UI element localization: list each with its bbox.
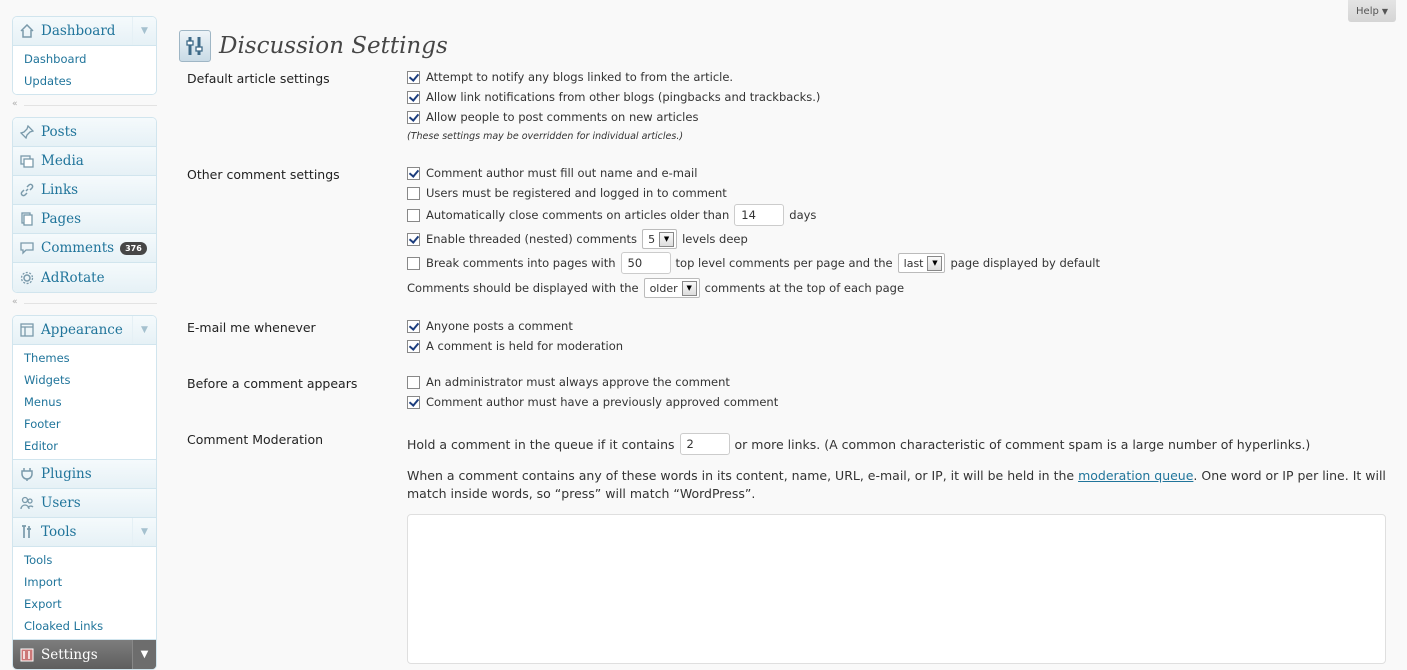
close-comments-days-input[interactable]: 14 — [734, 204, 784, 226]
appearance-icon — [19, 322, 35, 338]
moderation-queue-link[interactable]: moderation queue — [1078, 468, 1194, 483]
option-link-threshold — [407, 433, 1310, 455]
option-email-new-comment — [407, 319, 573, 333]
chain-link-icon — [19, 182, 35, 198]
checkbox-allow-comments[interactable] — [407, 111, 420, 124]
override-note: (These settings may be overridden for individual articles.) — [407, 131, 684, 142]
caret-down-icon: ▼ — [1381, 6, 1388, 16]
option-notify-blogs — [407, 70, 733, 84]
description-text: . One word or IP per line. It will — [1193, 468, 1386, 483]
option-allow-pingbacks — [407, 90, 820, 104]
dropdown-arrow-icon: ▼ — [659, 232, 674, 247]
submenu-item-import[interactable]: Import — [24, 575, 63, 589]
chevron-down-icon[interactable]: ▼ — [132, 518, 156, 546]
menu-posts-label: Posts — [41, 124, 77, 140]
option-label: An administrator must always approve the comment — [426, 375, 730, 389]
menu-comments-label: Comments — [41, 240, 115, 256]
menu-media-label: Media — [41, 153, 84, 169]
checkbox-paginate-comments[interactable] — [407, 257, 420, 270]
collapse-arrow-icon: « — [12, 297, 18, 307]
menu-media[interactable] — [13, 147, 156, 176]
submenu-dashboard — [13, 46, 156, 94]
checkbox-previously-approved[interactable] — [407, 396, 420, 409]
submenu-item-editor[interactable]: Editor — [24, 439, 59, 453]
menu-dashboard-label: Dashboard — [41, 23, 116, 39]
gear-icon — [19, 270, 35, 286]
menu-group-dashboard — [12, 16, 157, 95]
menu-plugins[interactable] — [13, 460, 156, 489]
submenu-item-tools[interactable]: Tools — [24, 553, 53, 567]
option-require-registration — [407, 186, 727, 200]
menu-appearance[interactable] — [13, 316, 156, 345]
menu-tools-label: Tools — [41, 524, 77, 540]
admin-sidebar — [12, 16, 157, 670]
option-label: A comment is held for moderation — [426, 339, 624, 353]
option-label: comments at the top of each page — [704, 281, 905, 295]
option-label: Allow link notifications from other blogs (pingbacks and trackbacks.) — [426, 90, 821, 104]
option-label: days — [789, 208, 817, 222]
menu-separator[interactable] — [12, 95, 157, 117]
submenu-item-updates[interactable]: Updates — [24, 74, 72, 88]
help-button[interactable] — [1348, 0, 1396, 22]
checkbox-require-registration[interactable] — [407, 187, 420, 200]
section-label-default-article: Default article settings — [187, 71, 330, 86]
submenu-item-dashboard[interactable]: Dashboard — [24, 52, 87, 66]
option-close-comments — [407, 204, 816, 226]
menu-pages-label: Pages — [41, 211, 82, 227]
chevron-down-icon[interactable]: ▼ — [132, 17, 156, 45]
page-title: Discussion Settings — [219, 33, 448, 60]
dropdown-arrow-icon: ▼ — [682, 281, 697, 296]
menu-adrotate[interactable] — [13, 263, 156, 292]
comment-bubble-icon — [19, 240, 35, 256]
option-require-name-email — [407, 166, 697, 180]
pages-icon — [19, 211, 35, 227]
settings-page-icon — [179, 30, 211, 62]
option-label: levels deep — [682, 232, 748, 246]
menu-links[interactable] — [13, 176, 156, 205]
comments-per-page-input[interactable]: 50 — [621, 252, 671, 274]
submenu-item-footer[interactable]: Footer — [24, 417, 61, 431]
option-label: top level comments per page and the — [675, 256, 893, 270]
option-label: or more links. (A common characteristic of comment spam is a large number of hyperlinks.) — [734, 436, 1311, 452]
section-label-before-appears: Before a comment appears — [187, 376, 358, 391]
option-allow-comments — [407, 110, 698, 124]
tools-icon — [19, 524, 35, 540]
menu-pages[interactable] — [13, 205, 156, 234]
checkbox-close-comments[interactable] — [407, 209, 420, 222]
menu-settings[interactable] — [13, 640, 156, 669]
menu-adrotate-label: AdRotate — [41, 269, 105, 286]
menu-tools[interactable] — [13, 518, 156, 547]
menu-settings-label: Settings — [41, 646, 98, 663]
option-threaded-comments — [407, 229, 748, 249]
submenu-item-widgets[interactable]: Widgets — [24, 373, 71, 387]
option-label: Hold a comment in the queue if it contains — [407, 436, 675, 452]
moderation-description — [407, 468, 1386, 483]
option-previously-approved — [407, 395, 778, 409]
option-label: Attempt to notify any blogs linked to from the article. — [426, 70, 734, 84]
option-label: Users must be registered and logged in to comment — [426, 186, 727, 200]
section-label-email: E-mail me whenever — [187, 320, 316, 335]
help-label: Help — [1356, 5, 1379, 17]
description-text: When a comment contains any of these words in its content, name, URL, e-mail, or IP, it will be held in the — [407, 468, 1075, 483]
collapse-arrow-icon: « — [12, 99, 18, 109]
menu-links-label: Links — [41, 182, 79, 198]
checkbox-require-name-email[interactable] — [407, 167, 420, 180]
option-label: Comment author must have a previously approved comment — [426, 395, 779, 409]
option-label: page displayed by default — [950, 256, 1100, 270]
option-label: Automatically close comments on articles older than — [426, 208, 730, 222]
option-label: Allow people to post comments on new articles — [426, 110, 699, 124]
menu-dashboard[interactable] — [13, 17, 156, 46]
home-icon — [19, 23, 35, 39]
submenu-item-export[interactable]: Export — [24, 597, 62, 611]
menu-users[interactable] — [13, 489, 156, 518]
comments-count-badge: 376 — [120, 242, 147, 255]
option-paginate-comments — [407, 252, 1100, 274]
submenu-tools — [13, 547, 156, 640]
checkbox-admin-approve[interactable] — [407, 376, 420, 389]
submenu-item-themes[interactable]: Themes — [24, 351, 70, 365]
option-label: Comment author must fill out name and e-mail — [426, 166, 698, 180]
menu-users-label: Users — [41, 495, 81, 511]
menu-comments[interactable] — [13, 234, 156, 263]
checkbox-notify-blogs[interactable] — [407, 71, 420, 84]
moderation-description-line2: match inside words, so “press” will match “WordPress”. — [407, 486, 756, 501]
checkbox-allow-pingbacks[interactable] — [407, 91, 420, 104]
menu-plugins-label: Plugins — [41, 466, 92, 482]
menu-posts[interactable] — [13, 118, 156, 147]
checkbox-email-new-comment[interactable] — [407, 320, 420, 333]
option-email-moderation — [407, 339, 623, 353]
option-comment-order — [407, 278, 904, 298]
submenu-item-menus[interactable]: Menus — [24, 395, 62, 409]
menu-group-content — [12, 117, 157, 293]
menu-group-admin — [12, 315, 157, 670]
default-page-select[interactable] — [898, 253, 946, 273]
thread-depth-value: 5 — [648, 232, 656, 246]
submenu-appearance — [13, 345, 156, 460]
moderation-keys-textarea[interactable] — [407, 514, 1386, 664]
settings-icon — [19, 647, 35, 663]
menu-separator[interactable] — [12, 293, 157, 315]
checkbox-threaded-comments[interactable] — [407, 233, 420, 246]
section-label-moderation: Comment Moderation — [187, 432, 324, 447]
thread-depth-select[interactable] — [642, 229, 677, 249]
dropdown-arrow-icon: ▼ — [927, 256, 942, 271]
comment-order-value: older — [649, 281, 678, 295]
media-icon — [19, 153, 35, 169]
option-label: Comments should be displayed with the — [407, 281, 639, 295]
chevron-down-icon[interactable]: ▼ — [132, 316, 156, 344]
option-label: Anyone posts a comment — [426, 319, 573, 333]
users-icon — [19, 495, 35, 511]
submenu-item-cloaked-links[interactable]: Cloaked Links — [24, 619, 104, 633]
default-page-value: last — [903, 256, 924, 270]
chevron-down-icon[interactable]: ▼ — [132, 640, 156, 669]
option-admin-approve — [407, 375, 730, 389]
link-threshold-input[interactable]: 2 — [680, 433, 730, 455]
plug-icon — [19, 466, 35, 482]
pin-icon — [19, 124, 35, 140]
option-label: Enable threaded (nested) comments — [426, 232, 638, 246]
menu-appearance-label: Appearance — [41, 322, 123, 338]
page-header — [179, 14, 448, 78]
comment-order-select[interactable] — [644, 278, 700, 298]
option-label: Break comments into pages with — [426, 256, 616, 270]
checkbox-email-moderation[interactable] — [407, 340, 420, 353]
section-label-other-comment: Other comment settings — [187, 167, 340, 182]
